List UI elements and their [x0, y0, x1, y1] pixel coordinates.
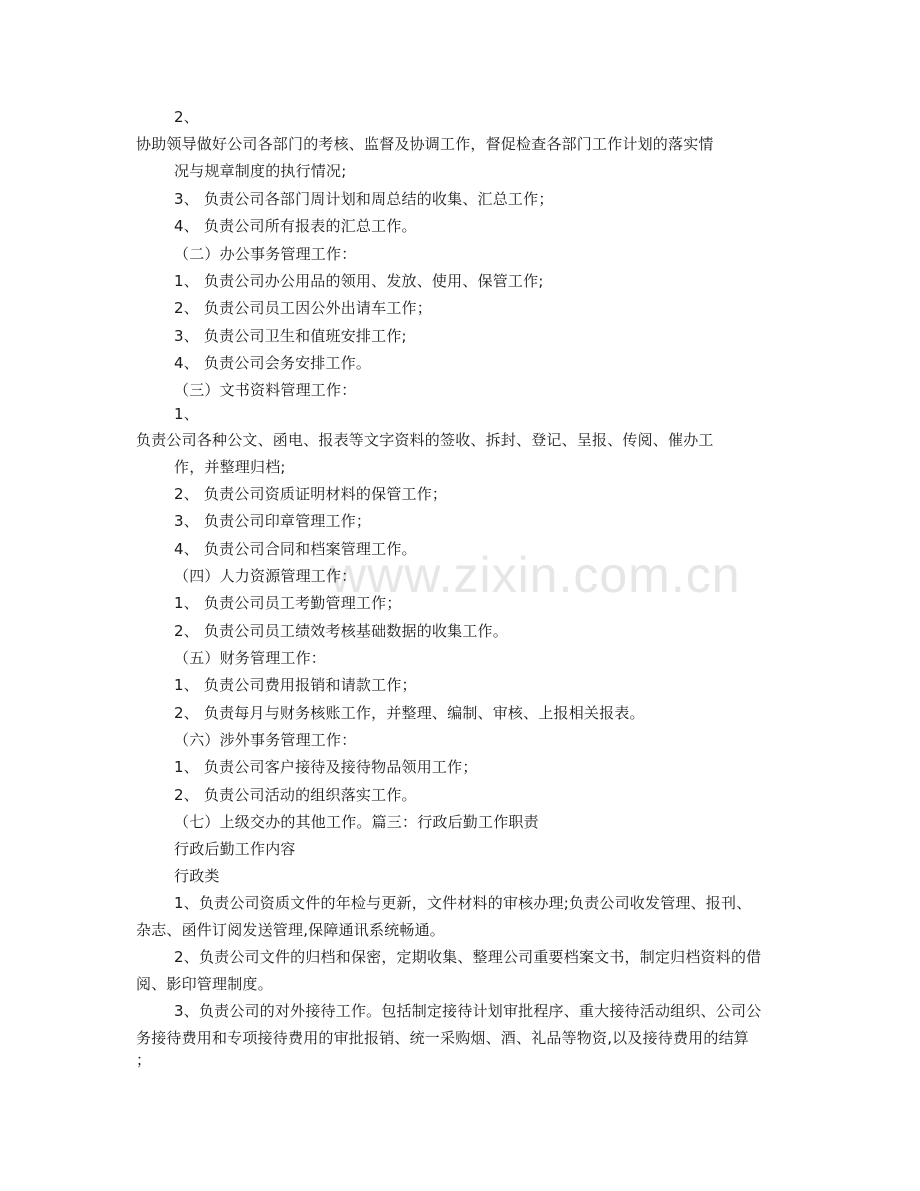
- paragraph-line: 况与规章制度的执行情况;: [174, 162, 347, 180]
- watermark: www.zixin.com.cn: [330, 547, 741, 603]
- paragraph-line: 2、 负责公司资质证明材料的保管工作；: [174, 485, 448, 503]
- paragraph-line: 3、 负责公司印章管理工作；: [174, 512, 372, 530]
- paragraph-line: 1、 负责公司客户接待及接待物品领用工作；: [174, 758, 478, 776]
- section-heading: （六）涉外事务管理工作：: [174, 731, 357, 749]
- paragraph-line: 2、负责公司文件的归档和保密，定期收集、整理公司重要档案文书，制定归档资料的借: [174, 948, 762, 966]
- section-heading: 行政后勤工作内容: [174, 840, 296, 858]
- section-heading: （五）财务管理工作：: [174, 649, 327, 667]
- paragraph-line: 1、负责公司资质文件的年检与更新，文件材料的审核办理;负责公司收发管理、报刊、: [174, 894, 752, 912]
- paragraph-line: 4、 负责公司合同和档案管理工作。: [174, 540, 417, 558]
- paragraph-line: 4、 负责公司会务安排工作。: [174, 354, 372, 372]
- paragraph-line: 负责公司各种公文、函电、报表等文字资料的签收、拆封、登记、呈报、传阅、催办工: [136, 431, 714, 449]
- paragraph-line: 务接待费用和专项接待费用的审批报销、统一采购烟、酒、礼品等物资,以及接待费用的结算: [136, 1029, 749, 1047]
- paragraph-line: 作，并整理归档;: [174, 458, 286, 476]
- paragraph-line: 3、负责公司的对外接待工作。包括制定接待计划审批程序、重大接待活动组织、公司公: [174, 1002, 762, 1020]
- section-heading: 行政类: [174, 867, 220, 885]
- paragraph-line: 3、 负责公司卫生和值班安排工作;: [174, 327, 407, 345]
- paragraph-line: 2、 负责公司活动的组织落实工作。: [174, 786, 417, 804]
- paragraph-line: ；: [136, 1051, 152, 1069]
- paragraph-line: 杂志、函件订阅发送管理,保障通讯系统畅通。: [136, 921, 445, 939]
- section-heading: （七）上级交办的其他工作。篇三：行政后勤工作职责: [174, 813, 539, 831]
- paragraph-line: 2、: [174, 108, 199, 126]
- paragraph-line: 3、 负责公司各部门周计划和周总结的收集、汇总工作；: [174, 190, 554, 208]
- paragraph-line: 1、 负责公司办公用品的领用、发放、使用、保管工作;: [174, 272, 544, 290]
- section-heading: （二）办公事务管理工作：: [174, 245, 357, 263]
- paragraph-line: 1、: [174, 405, 199, 423]
- paragraph-line: 1、 负责公司费用报销和请款工作；: [174, 676, 417, 694]
- paragraph-line: 2、 负责公司员工绩效考核基础数据的收集工作。: [174, 622, 508, 640]
- section-heading: （四）人力资源管理工作：: [174, 567, 357, 585]
- section-heading: （三）文书资料管理工作：: [174, 381, 357, 399]
- paragraph-line: 4、 负责公司所有报表的汇总工作。: [174, 217, 417, 235]
- paragraph-line: 2、 负责每月与财务核账工作，并整理、编制、审核、上报相关报表。: [174, 704, 645, 722]
- paragraph-line: 1、 负责公司员工考勤管理工作；: [174, 594, 402, 612]
- paragraph-line: 阅、影印管理制度。: [136, 975, 273, 993]
- paragraph-line: 2、 负责公司员工因公外出请车工作；: [174, 299, 432, 317]
- paragraph-line: 协助领导做好公司各部门的考核、监督及协调工作，督促检查各部门工作计划的落实情: [136, 135, 714, 153]
